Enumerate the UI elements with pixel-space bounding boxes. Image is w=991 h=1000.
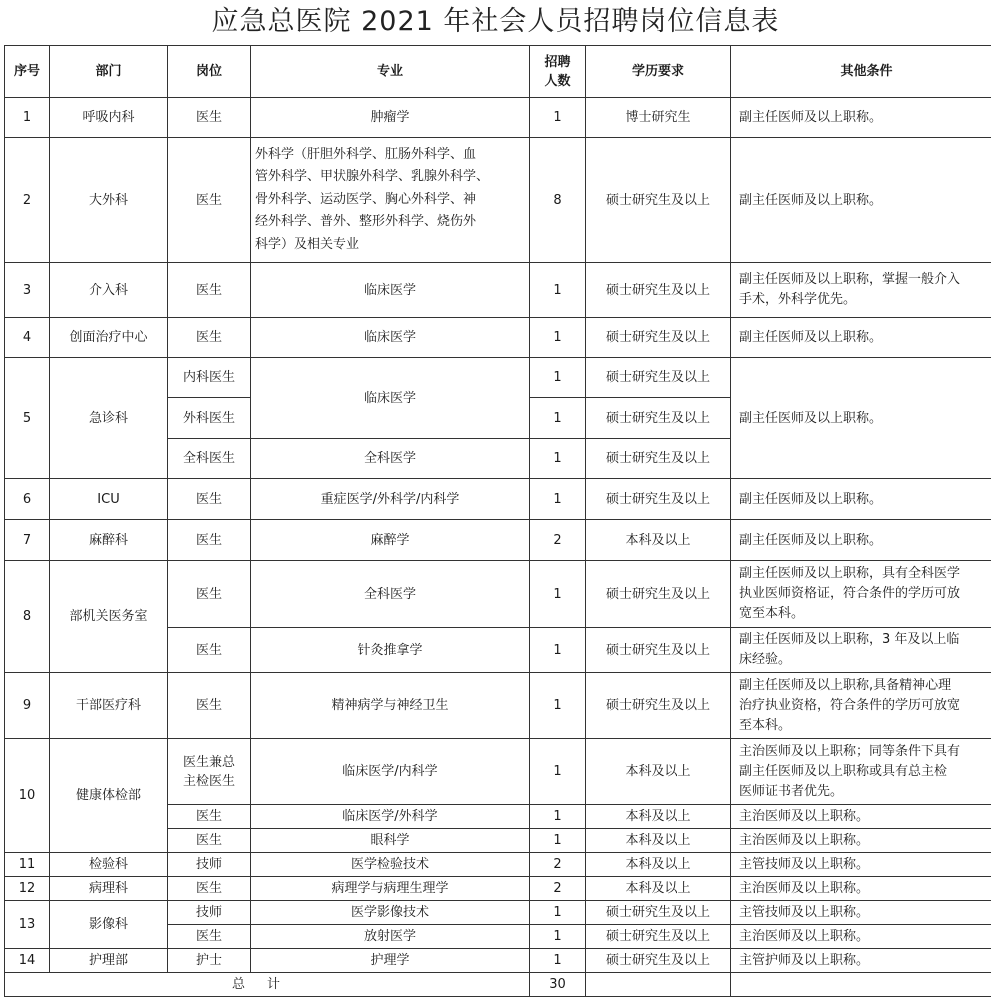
cell-edu: 硕士研究生及以上 xyxy=(586,479,731,520)
cell-post: 医生 xyxy=(168,829,251,853)
cell-dept: 呼吸内科 xyxy=(50,98,168,138)
cell-dept: 介入科 xyxy=(50,263,168,318)
cell-post: 全科医生 xyxy=(168,439,251,479)
cell-dept: 干部医疗科 xyxy=(50,673,168,739)
cell-post: 医生 xyxy=(168,98,251,138)
cell-edu: 本科及以上 xyxy=(586,805,731,829)
cell-post: 医生 xyxy=(168,520,251,561)
cell-major: 临床医学 xyxy=(251,318,530,358)
cell-major: 肿瘤学 xyxy=(251,98,530,138)
cell-other: 副主任医师及以上职称。 xyxy=(731,138,991,263)
cell-other xyxy=(731,739,991,805)
cell-other xyxy=(731,673,991,739)
cell-major: 护理学 xyxy=(251,949,530,973)
cell-major: 临床医学 xyxy=(251,358,530,439)
cell-other xyxy=(731,561,991,628)
cell-post: 医生 xyxy=(168,318,251,358)
table-row xyxy=(5,673,991,739)
cell-count: 1 xyxy=(530,479,586,520)
cell-count: 1 xyxy=(530,439,586,479)
cell-other xyxy=(731,628,991,673)
cell-major: 放射医学 xyxy=(251,925,530,949)
cell-post: 医生 xyxy=(168,673,251,739)
total-label xyxy=(5,973,530,997)
cell-index: 8 xyxy=(5,561,50,673)
cell-post: 内科医生 xyxy=(168,358,251,398)
cell-index: 4 xyxy=(5,318,50,358)
major-line: 管外科学、甲状腺外科学、乳腺外科学、 xyxy=(255,169,490,185)
cell-post: 医生 xyxy=(168,805,251,829)
cell-count: 2 xyxy=(530,520,586,561)
cell-edu: 硕士研究生及以上 xyxy=(586,925,731,949)
cell-major: 医学影像技术 xyxy=(251,901,530,925)
table-row xyxy=(5,479,991,520)
cell-count: 1 xyxy=(530,561,586,628)
cell-count: 2 xyxy=(530,853,586,877)
cell-index: 7 xyxy=(5,520,50,561)
cell-count: 1 xyxy=(530,98,586,138)
cell-count: 1 xyxy=(530,901,586,925)
cell-major: 临床医学 xyxy=(251,263,530,318)
cell-post: 医生 xyxy=(168,628,251,673)
cell-edu: 硕士研究生及以上 xyxy=(586,138,731,263)
cell-other: 副主任医师及以上职称。 xyxy=(731,98,991,138)
cell-count: 8 xyxy=(530,138,586,263)
table-row xyxy=(5,949,991,973)
major-line: 外科学（肝胆外科学、肛肠外科学、血 xyxy=(255,146,477,162)
cell-other: 副主任医师及以上职称。 xyxy=(731,479,991,520)
cell-index: 2 xyxy=(5,138,50,263)
table-row xyxy=(5,98,991,138)
total-edu-empty xyxy=(586,973,731,997)
table-row xyxy=(5,561,991,628)
cell-dept: 麻醉科 xyxy=(50,520,168,561)
cell-other: 副主任医师及以上职称。 xyxy=(731,358,991,479)
cell-edu: 硕士研究生及以上 xyxy=(586,398,731,439)
cell-dept: 创面治疗中心 xyxy=(50,318,168,358)
cell-major xyxy=(251,138,530,263)
header-index: 序号 xyxy=(5,46,50,98)
cell-edu: 硕士研究生及以上 xyxy=(586,318,731,358)
cell-edu: 本科及以上 xyxy=(586,520,731,561)
other-line: 副主任医师及以上职称或具有总主检 xyxy=(739,763,948,779)
table-row xyxy=(5,263,991,318)
cell-count: 1 xyxy=(530,925,586,949)
cell-count: 1 xyxy=(530,398,586,439)
cell-post xyxy=(168,739,251,805)
major-line: 骨外科学、运动医学、胸心外科学、神 xyxy=(255,191,477,207)
cell-post: 医生 xyxy=(168,561,251,628)
page-title: 应急总医院 2021 年社会人员招聘岗位信息表 xyxy=(211,6,780,37)
cell-edu: 硕士研究生及以上 xyxy=(586,628,731,673)
other-line: 医师证书者优先。 xyxy=(739,783,844,799)
cell-other: 主治医师及以上职称。 xyxy=(731,925,991,949)
cell-count: 1 xyxy=(530,949,586,973)
post-line: 主检医生 xyxy=(182,773,235,789)
cell-other: 主管护师及以上职称。 xyxy=(731,949,991,973)
table-row xyxy=(5,853,991,877)
cell-major: 重症医学/外科学/内科学 xyxy=(251,479,530,520)
cell-post: 医生 xyxy=(168,925,251,949)
cell-edu: 硕士研究生及以上 xyxy=(586,949,731,973)
cell-major: 精神病学与神经卫生 xyxy=(251,673,530,739)
cell-other: 主管技师及以上职称。 xyxy=(731,853,991,877)
header-other: 其他条件 xyxy=(731,46,991,98)
cell-major: 临床医学/内科学 xyxy=(251,739,530,805)
cell-count: 1 xyxy=(530,318,586,358)
cell-major: 针灸推拿学 xyxy=(251,628,530,673)
other-line: 副主任医师及以上职称，具有全科医学 xyxy=(739,566,961,581)
table-row xyxy=(5,138,991,263)
total-count: 30 xyxy=(530,973,586,997)
cell-post: 技师 xyxy=(168,901,251,925)
cell-other: 主治医师及以上职称。 xyxy=(731,877,991,901)
cell-post: 医生 xyxy=(168,479,251,520)
cell-dept: 健康体检部 xyxy=(50,739,168,853)
cell-major: 全科医学 xyxy=(251,439,530,479)
cell-index: 11 xyxy=(5,853,50,877)
table-row xyxy=(5,877,991,901)
other-line: 副主任医师及以上职称，3 年及以上临 xyxy=(739,632,960,647)
cell-count: 1 xyxy=(530,263,586,318)
cell-count: 1 xyxy=(530,358,586,398)
cell-edu: 本科及以上 xyxy=(586,829,731,853)
cell-major: 病理学与病理生理学 xyxy=(251,877,530,901)
cell-dept: ICU xyxy=(50,479,168,520)
cell-count: 2 xyxy=(530,877,586,901)
cell-index: 3 xyxy=(5,263,50,318)
cell-major: 全科医学 xyxy=(251,561,530,628)
cell-count: 1 xyxy=(530,628,586,673)
cell-post: 医生 xyxy=(168,263,251,318)
header-edu: 学历要求 xyxy=(586,46,731,98)
cell-edu: 硕士研究生及以上 xyxy=(586,439,731,479)
cell-count: 1 xyxy=(530,805,586,829)
total-row xyxy=(5,973,991,997)
cell-major: 临床医学/外科学 xyxy=(251,805,530,829)
recruitment-table xyxy=(4,45,991,997)
total-label-text: 总计 xyxy=(231,977,302,992)
cell-count: 1 xyxy=(530,673,586,739)
cell-dept: 护理部 xyxy=(50,949,168,973)
cell-dept: 检验科 xyxy=(50,853,168,877)
cell-edu: 硕士研究生及以上 xyxy=(586,673,731,739)
cell-count: 1 xyxy=(530,829,586,853)
header-count-line2: 人数 xyxy=(544,73,571,89)
cell-major: 麻醉学 xyxy=(251,520,530,561)
cell-other: 主管技师及以上职称。 xyxy=(731,901,991,925)
cell-major: 医学检验技术 xyxy=(251,853,530,877)
cell-post: 护士 xyxy=(168,949,251,973)
table-row xyxy=(5,358,991,398)
cell-other: 副主任医师及以上职称。 xyxy=(731,318,991,358)
cell-major: 眼科学 xyxy=(251,829,530,853)
cell-edu: 硕士研究生及以上 xyxy=(586,358,731,398)
table-row xyxy=(5,318,991,358)
cell-dept: 病理科 xyxy=(50,877,168,901)
cell-index: 1 xyxy=(5,98,50,138)
cell-index: 14 xyxy=(5,949,50,973)
other-line: 至本科。 xyxy=(739,717,792,733)
other-line: 治疗执业资格，符合条件的学历可放宽 xyxy=(739,697,961,713)
cell-other: 副主任医师及以上职称。 xyxy=(731,520,991,561)
cell-other xyxy=(731,263,991,318)
major-line: 科学）及相关专业 xyxy=(255,236,360,252)
other-line: 主治医师及以上职称；同等条件下具有 xyxy=(739,743,961,759)
cell-dept: 部机关医务室 xyxy=(50,561,168,673)
header-post: 岗位 xyxy=(168,46,251,98)
cell-edu: 博士研究生 xyxy=(586,98,731,138)
cell-dept: 急诊科 xyxy=(50,358,168,479)
other-line: 执业医师资格证，符合条件的学历可放 xyxy=(739,586,961,601)
cell-edu: 硕士研究生及以上 xyxy=(586,561,731,628)
cell-index: 5 xyxy=(5,358,50,479)
header-major: 专业 xyxy=(251,46,530,98)
cell-index: 13 xyxy=(5,901,50,949)
header-dept: 部门 xyxy=(50,46,168,98)
cell-dept: 影像科 xyxy=(50,901,168,949)
cell-index: 6 xyxy=(5,479,50,520)
other-line: 宽至本科。 xyxy=(739,606,805,621)
cell-post: 技师 xyxy=(168,853,251,877)
other-line: 床经验。 xyxy=(739,652,792,667)
table-row xyxy=(5,901,991,925)
table-row xyxy=(5,739,991,805)
major-line: 经外科学、普外、整形外科学、烧伤外 xyxy=(255,214,477,230)
header-count xyxy=(530,46,586,98)
cell-post: 外科医生 xyxy=(168,398,251,439)
cell-index: 9 xyxy=(5,673,50,739)
cell-other: 主治医师及以上职称。 xyxy=(731,805,991,829)
cell-edu: 本科及以上 xyxy=(586,853,731,877)
cell-edu: 本科及以上 xyxy=(586,877,731,901)
other-line: 手术，外科学优先。 xyxy=(739,292,857,307)
cell-edu: 硕士研究生及以上 xyxy=(586,901,731,925)
cell-edu: 本科及以上 xyxy=(586,739,731,805)
cell-edu: 硕士研究生及以上 xyxy=(586,263,731,318)
cell-post: 医生 xyxy=(168,138,251,263)
table-header-row xyxy=(5,46,991,98)
cell-index: 10 xyxy=(5,739,50,853)
cell-other: 主治医师及以上职称。 xyxy=(731,829,991,853)
cell-dept: 大外科 xyxy=(50,138,168,263)
cell-count: 1 xyxy=(530,739,586,805)
other-line: 副主任医师及以上职称，掌握一般介入 xyxy=(739,272,961,287)
post-line: 医生兼总 xyxy=(182,754,235,770)
total-other-empty xyxy=(731,973,991,997)
cell-post: 医生 xyxy=(168,877,251,901)
header-count-line1: 招聘 xyxy=(544,54,571,70)
cell-index: 12 xyxy=(5,877,50,901)
table-row xyxy=(5,520,991,561)
other-line: 副主任医师及以上职称,具备精神心理 xyxy=(739,677,952,693)
